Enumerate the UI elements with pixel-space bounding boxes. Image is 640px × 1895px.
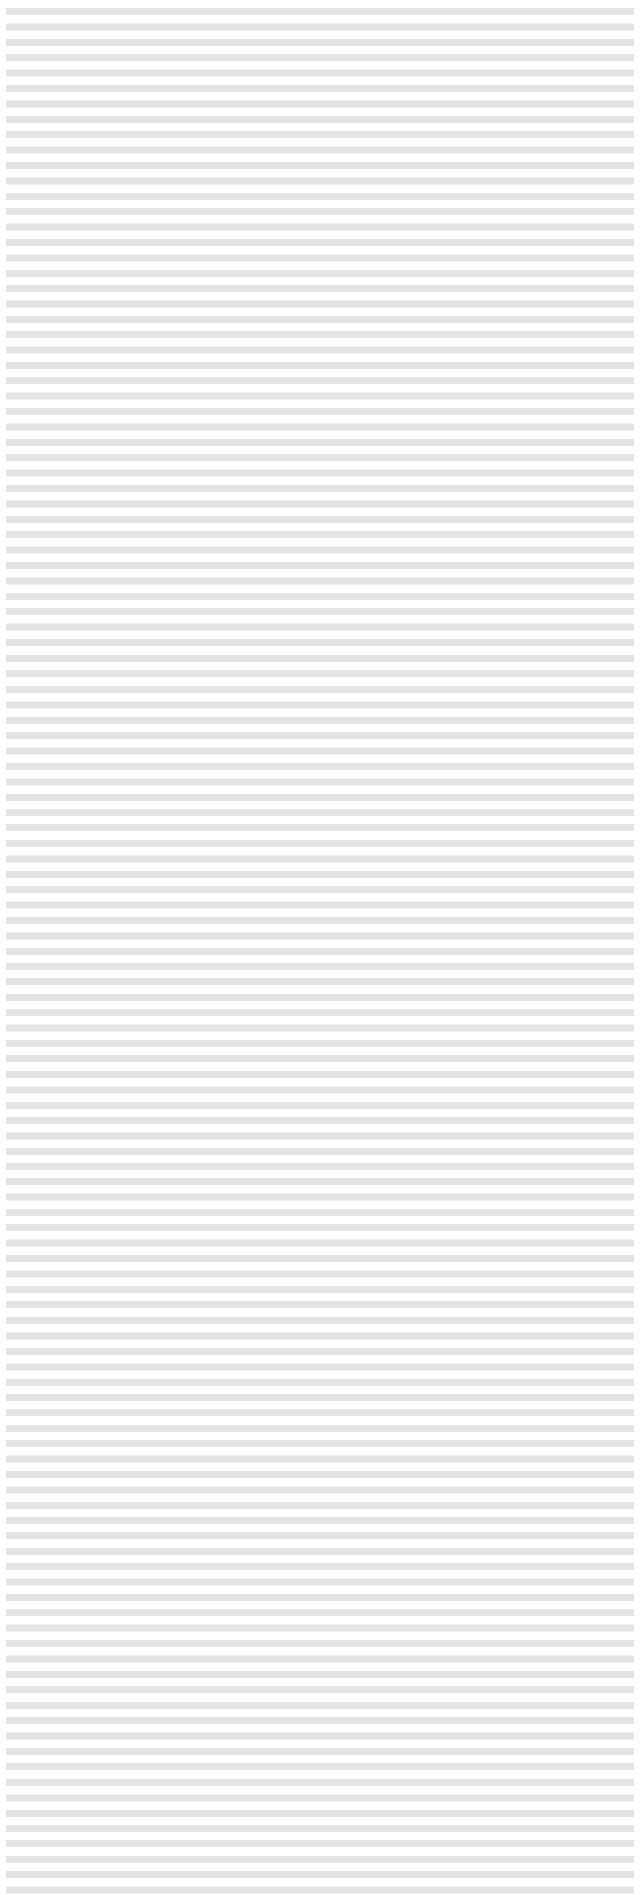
article-paragraph [6, 1436, 634, 1467]
article-paragraph [6, 836, 634, 975]
article-paragraph [6, 1852, 634, 1867]
article-paragraph [6, 1067, 634, 1144]
article-paragraph [6, 1836, 634, 1851]
article-paragraph [6, 1544, 634, 1559]
article-paragraph [6, 1744, 634, 1759]
article-paragraph [6, 1297, 634, 1312]
article-paragraph [6, 1344, 634, 1406]
article-paragraph [6, 651, 634, 666]
article-paragraph [6, 1867, 634, 1895]
article-paragraph [6, 1467, 634, 1529]
article-paragraph [6, 1698, 634, 1713]
article-paragraph [6, 1759, 634, 1774]
article-paragraph [6, 1528, 634, 1543]
article-paragraph [6, 481, 634, 650]
article-paragraph [6, 682, 634, 821]
article-paragraph [6, 1313, 634, 1344]
article-paragraph [6, 1159, 634, 1174]
article-paragraph [6, 1559, 634, 1698]
article-paragraph [6, 820, 634, 835]
article-paragraph [6, 1005, 634, 1051]
article-paragraph [6, 1144, 634, 1159]
article-paragraph [6, 1421, 634, 1436]
article-paragraph [6, 1775, 634, 1837]
article-paragraph [6, 974, 634, 989]
article-paragraph [6, 666, 634, 681]
article-paragraph [6, 1713, 634, 1744]
article-paragraph [6, 1174, 634, 1297]
article-paragraph [6, 235, 634, 327]
article-paragraph [6, 327, 634, 481]
article-paragraph [6, 1405, 634, 1420]
article-paragraph [6, 4, 634, 235]
article-paragraph [6, 990, 634, 1005]
article-paragraph [6, 1051, 634, 1066]
